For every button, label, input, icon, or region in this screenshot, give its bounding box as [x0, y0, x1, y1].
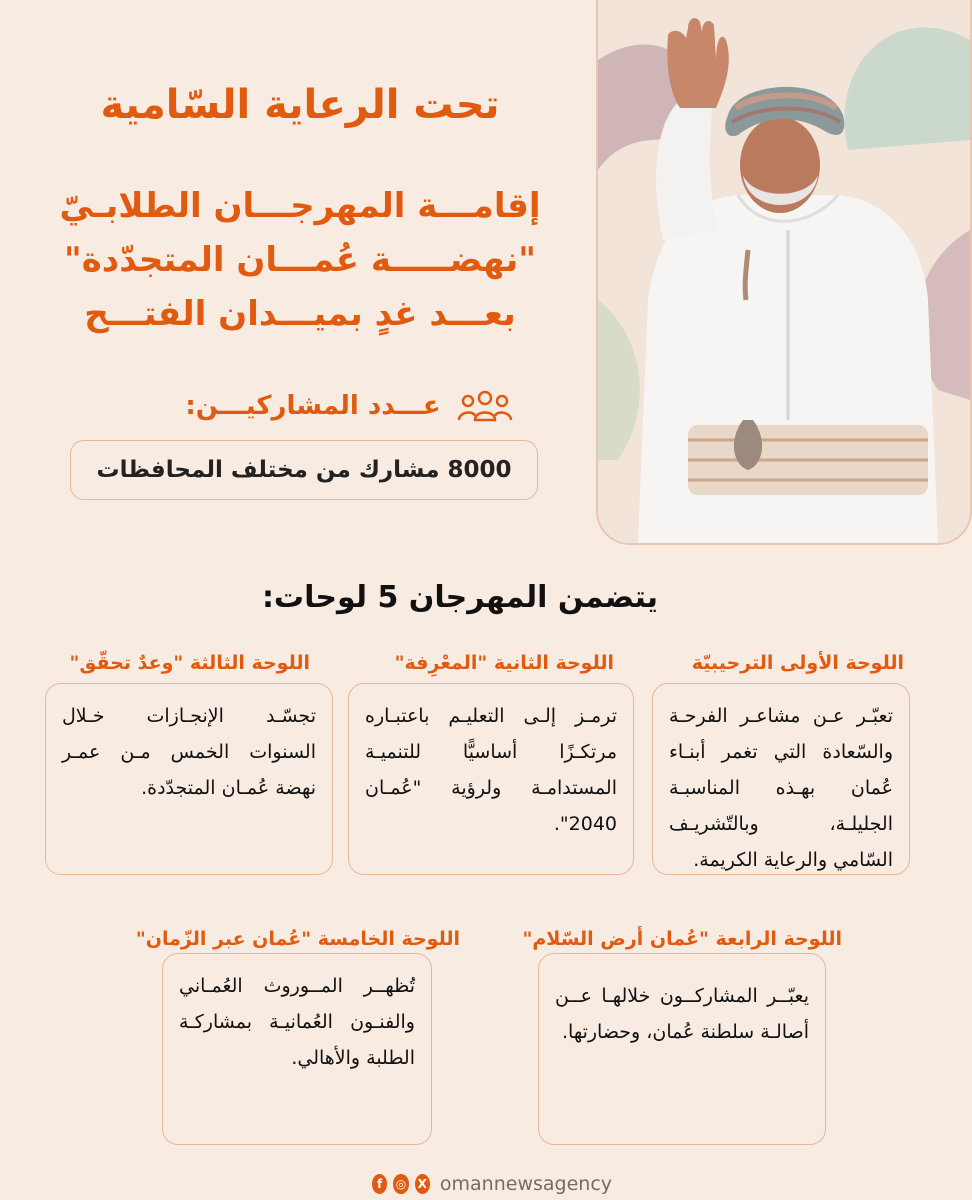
- participants-label: [150, 388, 550, 424]
- board-3-box: [45, 683, 333, 875]
- board-4-box: [538, 953, 826, 1145]
- board-3-title: اللوحة الثالثة "وعدٌ تحقّق": [69, 652, 310, 674]
- footer: [372, 1170, 612, 1198]
- portrait-photo: [596, 0, 972, 545]
- board-3-text: تجسّـد الإنجـازات خـلال السنوات الخمس مـن عمـر نهضة عُمـان المتجدّدة.: [62, 705, 316, 799]
- board-1-box: [652, 683, 910, 875]
- headline-line-3: بعـــد غدٍ بميـــدان الفتـــح: [84, 294, 516, 334]
- board-2-title: اللوحة الثانية "المعْرِفة": [394, 652, 614, 674]
- headline-line-1: إقامـــة المهرجـــان الطلابـيّ: [59, 186, 541, 226]
- participants-count-text: 8000 مشارك من مختلف المحافظات: [96, 457, 512, 483]
- participants-label-text: عـــدد المشاركيـــن:: [185, 391, 441, 421]
- board-1-title: اللوحة الأولى الترحيبيّة: [691, 652, 904, 674]
- participants-count-box: [70, 440, 538, 500]
- page-title: تحت الرعاية السّامية: [100, 82, 500, 128]
- footer-handle[interactable]: omannewsagency: [439, 1173, 613, 1195]
- board-4-text: يعبّــر المشاركــون خلالهـا عــن أصالـة سلطنة عُمان، وحضارتها.: [555, 985, 809, 1043]
- board-5-title: اللوحة الخامسة "عُمان عبر الزّمان": [135, 928, 460, 950]
- board-2-text: ترمـز إلـى التعليـم باعتبـاره مرتكـزًا أساسيًّا للتنميـة المستدامـة ولرؤية "عُمـان 2040".: [365, 705, 617, 835]
- instagram-icon[interactable]: ◎: [393, 1174, 408, 1194]
- board-5-box: [162, 953, 432, 1145]
- board-5-text: تُظهــر المــوروث العُمـاني والفنـون العُمانيـة بمشاركـة الطلبة والأهالي.: [179, 975, 415, 1069]
- board-2-box: [348, 683, 634, 875]
- people-icon: [455, 388, 515, 424]
- facebook-icon[interactable]: f: [372, 1174, 387, 1194]
- x-icon[interactable]: X: [415, 1174, 430, 1194]
- headline-line-2: "نهضـــــة عُمـــان المتجدّدة": [64, 240, 536, 280]
- board-1-text: تعبّـر عـن مشاعـر الفرحـة والسّعادة التي تغمر أبنـاء عُمان بهـذه المناسبـة الجليلـة، وبالتّشريـف السّامي والرعاية الكريمة.: [669, 705, 893, 871]
- board-4-title: اللوحة الرابعة "عُمان أرض السّلام": [522, 928, 842, 950]
- section-title: يتضمن المهرجان 5 لوحات:: [261, 580, 659, 615]
